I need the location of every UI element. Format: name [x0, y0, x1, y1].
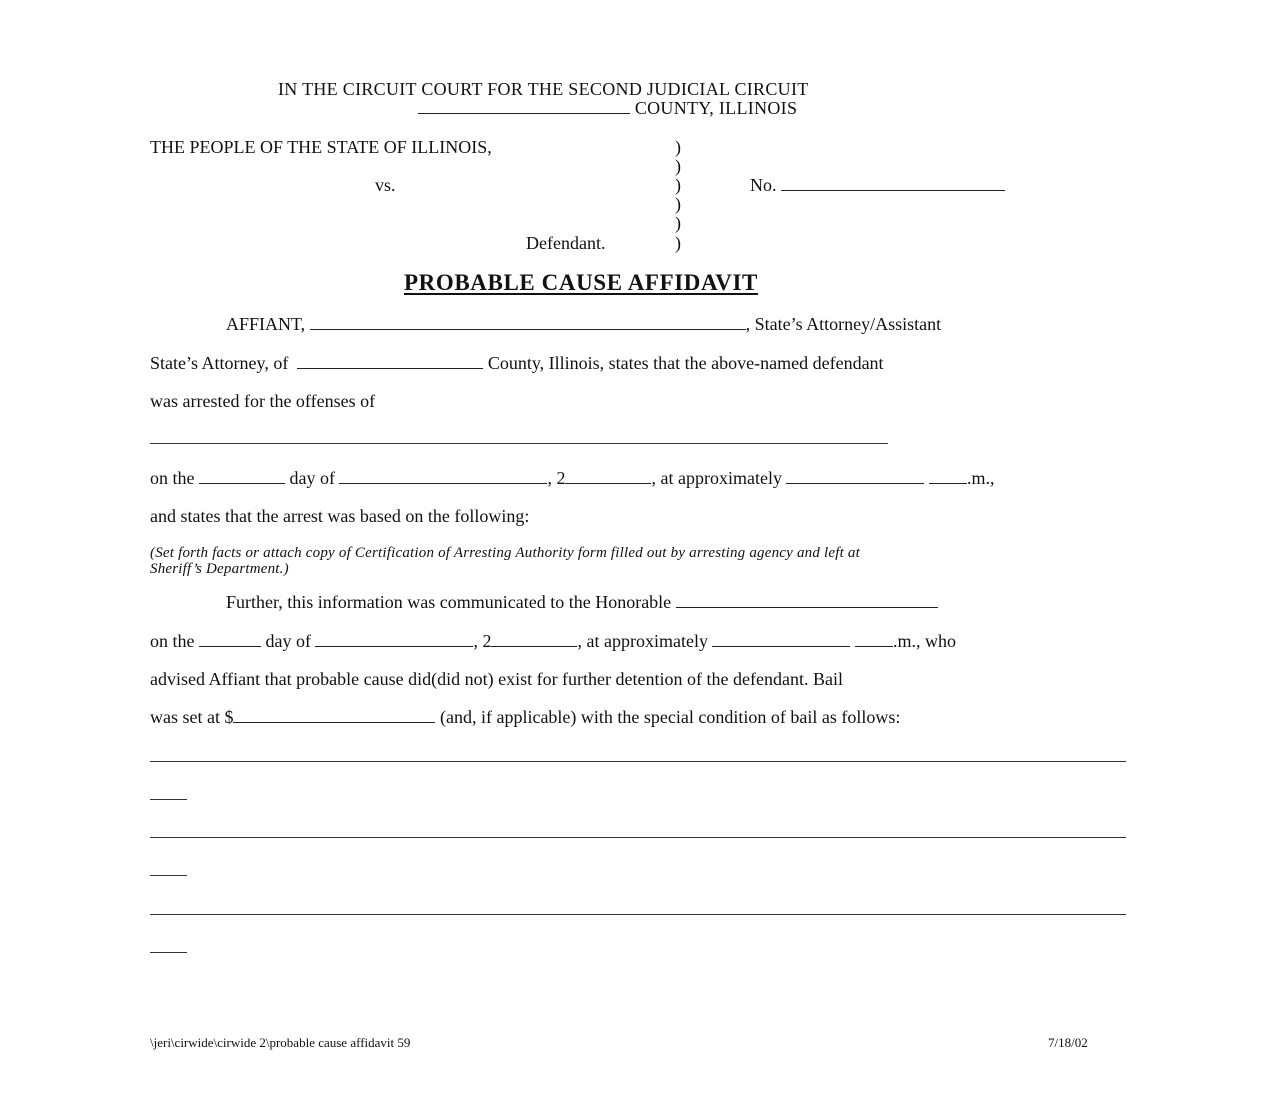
arrest-month-field[interactable]	[339, 468, 547, 484]
arrest-day-field[interactable]	[199, 468, 285, 484]
document-title: PROBABLE CAUSE AFFIDAVIT	[404, 270, 758, 295]
bail-prefix-text: was set at $	[150, 707, 234, 727]
offenses-field[interactable]	[150, 443, 888, 444]
caption-paren: )	[675, 175, 681, 195]
caption-paren: )	[675, 233, 681, 253]
bail-condition-field-3[interactable]	[150, 914, 1126, 915]
judge-name-field[interactable]	[676, 592, 938, 608]
arrest-basis-text: and states that the arrest was based on the following:	[150, 506, 530, 526]
comm-time-field[interactable]	[712, 631, 850, 647]
bail-condition-field-1[interactable]	[150, 761, 1126, 762]
states-attorney-of-text: State’s Attorney, of	[150, 353, 289, 373]
bail-condition-field-1-cont[interactable]	[150, 799, 187, 800]
caption-paren: )	[675, 194, 681, 214]
caption-paren: )	[675, 137, 681, 157]
on-the-text: on the	[150, 468, 195, 488]
at-approx-text: , at approximately	[577, 631, 708, 651]
versus-label: vs.	[375, 175, 396, 195]
comm-ampm-field[interactable]	[855, 631, 893, 647]
caption-paren: )	[675, 213, 681, 233]
county-heading	[418, 98, 797, 119]
defendant-label: Defendant.	[526, 233, 606, 253]
comm-year-field[interactable]	[491, 631, 577, 647]
court-heading: IN THE CIRCUIT COURT FOR THE SECOND JUDICIAL CIRCUIT	[278, 79, 809, 99]
affiant-line	[226, 314, 941, 334]
footer-file-path: \jeri\cirwide\cirwide 2\probable cause affidavit 59	[150, 1035, 411, 1050]
on-the-text: on the	[150, 631, 195, 651]
bail-condition-field-2-cont[interactable]	[150, 875, 187, 876]
year-prefix-text: , 2	[473, 631, 492, 651]
meridiem-text: .m.,	[966, 468, 995, 488]
arrest-date-line	[150, 468, 994, 488]
at-approx-text: , at approximately	[651, 468, 782, 488]
footer-date: 7/18/02	[1048, 1035, 1088, 1050]
affiant-county-field[interactable]	[297, 353, 483, 369]
affiant-name-field[interactable]	[310, 314, 746, 330]
caption-paren: )	[675, 156, 681, 176]
arrest-ampm-field[interactable]	[929, 468, 967, 484]
affiant-title-text: , State’s Attorney/Assistant	[745, 314, 942, 334]
arrest-time-field[interactable]	[786, 468, 924, 484]
instruction-note: Sheriff’s Department.)	[150, 561, 289, 577]
offenses-text: was arrested for the offenses of	[150, 391, 376, 411]
case-number-label: No.	[750, 175, 777, 195]
county-line	[150, 353, 884, 373]
case-number-field[interactable]	[781, 175, 1005, 191]
affiant-label: AFFIANT,	[226, 314, 306, 334]
county-statement-text: County, Illinois, states that the above-named defendant	[487, 353, 884, 373]
meridiem-who-text: .m., who	[892, 631, 956, 651]
day-of-text: day of	[289, 468, 335, 488]
plaintiff-name: THE PEOPLE OF THE STATE OF ILLINOIS,	[150, 137, 492, 157]
county-blank-field[interactable]	[418, 98, 630, 114]
day-of-text: day of	[265, 631, 311, 651]
arrest-year-field[interactable]	[565, 468, 651, 484]
probable-cause-statement: advised Affiant that probable cause did(did not) exist for further detention of the defendant. Bail	[150, 669, 843, 689]
communication-date-line	[150, 631, 956, 651]
bail-condition-field-3-cont[interactable]	[150, 952, 187, 953]
county-heading-label: COUNTY, ILLINOIS	[634, 98, 798, 118]
bail-condition-text: (and, if applicable) with the special condition of bail as follows:	[439, 707, 901, 727]
instruction-note: (Set forth facts or attach copy of Certification of Arresting Authority form filled out by arresting agency and left at	[150, 545, 860, 561]
bail-condition-field-2[interactable]	[150, 837, 1126, 838]
comm-month-field[interactable]	[315, 631, 473, 647]
bail-line	[150, 707, 900, 727]
honorable-line	[226, 592, 938, 612]
bail-amount-field[interactable]	[233, 707, 435, 723]
case-number	[750, 175, 1005, 195]
year-prefix-text: , 2	[547, 468, 566, 488]
comm-day-field[interactable]	[199, 631, 261, 647]
further-text: Further, this information was communicated to the Honorable	[226, 592, 672, 612]
